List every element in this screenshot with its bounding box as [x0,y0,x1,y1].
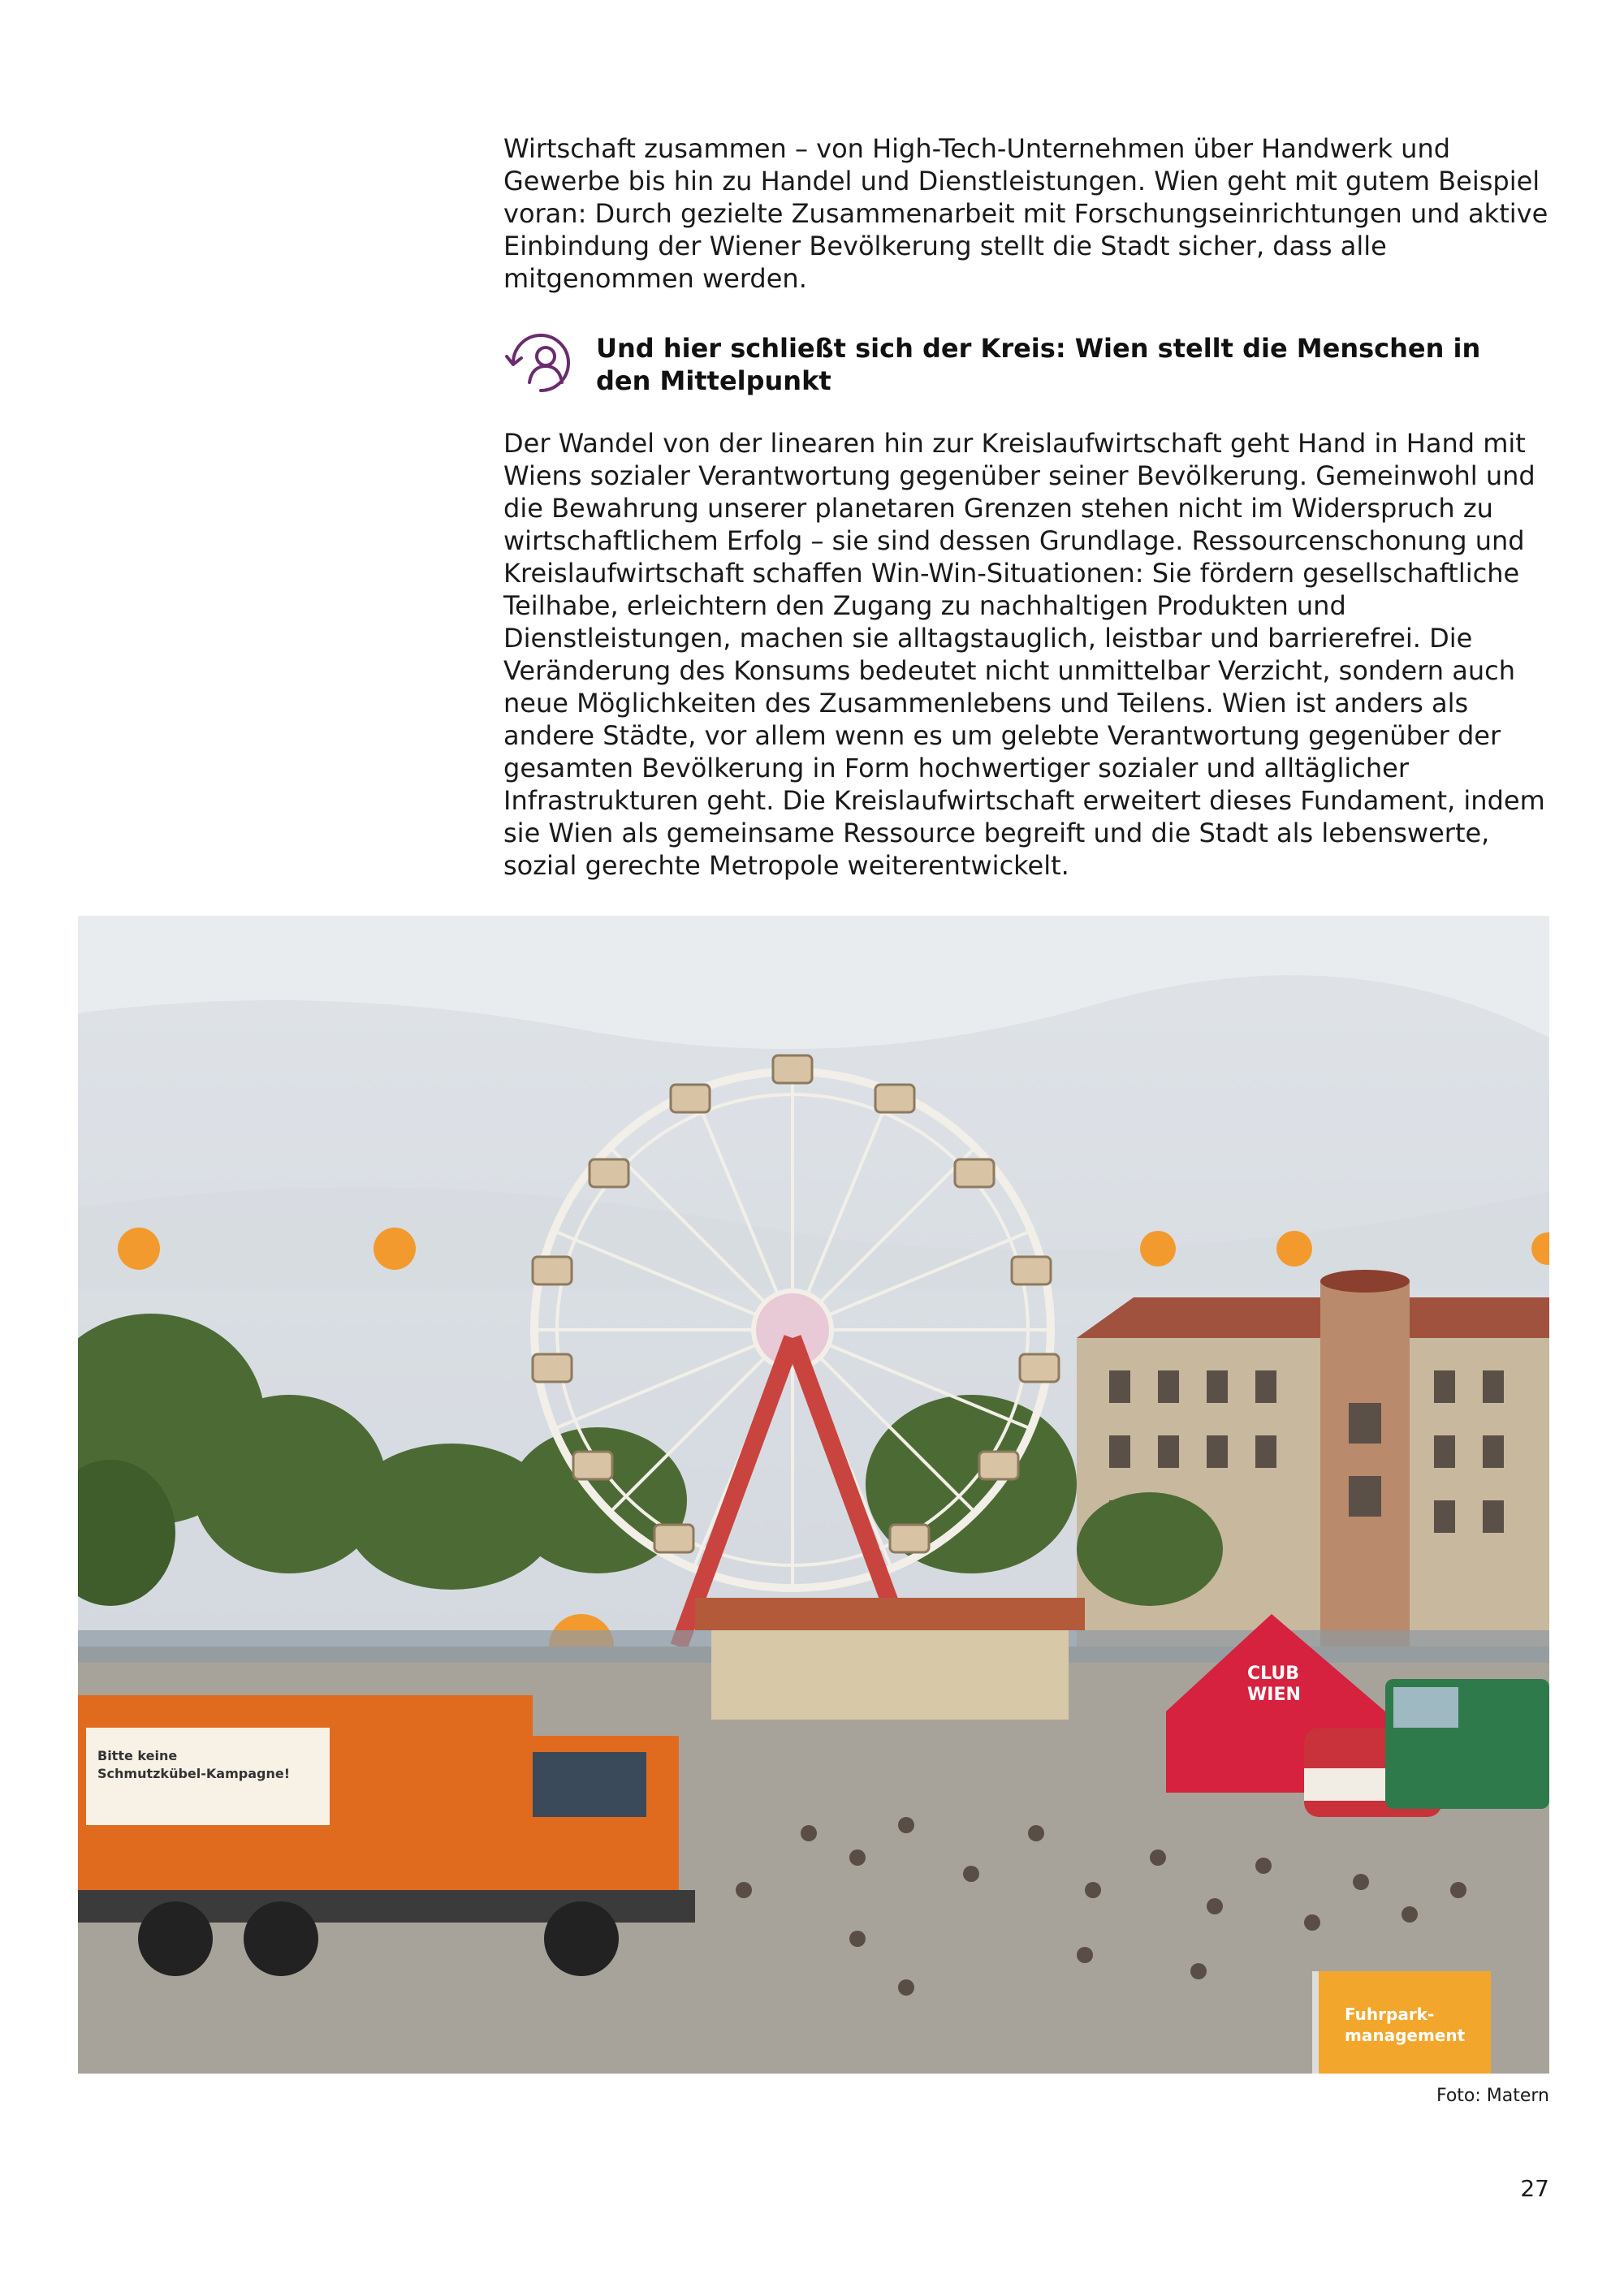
people-cycle-icon [502,326,580,404]
info-sign [1312,1971,1491,2074]
truck-sign-line2: Schmutzkübel-Kampagne! [97,1766,290,1781]
festival-photo [78,916,1549,2074]
intro-paragraph: Wirtschaft zusammen – von High-Tech-Unternehmen über Handwerk und Gewerbe bis hin zu Handel und Dienstleistungen. Wien geht mit gutem Beispiel voran: Durch gezielte Zusammenarbeit mit Forschungseinrichtungen und aktive Einbindung der Wiener Bevölkerung stellt die Stadt sicher, dass alle mitgenommen werden. [503,133,1548,294]
section-heading: Und hier schließt sich der Kreis: Wien stellt die Menschen in den Mittelpunkt [596,333,1481,396]
photo-caption: Foto: Matern [1436,2086,1549,2106]
sign-line2: management [1345,2026,1466,2045]
tent-label-line1: CLUB [1247,1664,1300,1684]
body-paragraph: Der Wandel von der linearen hin zur Kreislaufwirtschaft geht Hand in Hand mit Wiens sozialer Verantwortung gegenüber seiner Bevölkerung. Gemeinwohl und die Bewahrung unserer planetaren Grenzen stehen nicht im Widerspruch zu wirtschaftlichem Erfolg – sie sind dessen Grundlage. Ressourcenschonung und Kreislaufwirtschaft schaffen Win-Win-Situationen: Sie fördern gesellschaftliche Teilhabe, erleichtern den Zugang zu nachhaltigen Produkten und Dienstleistungen, machen sie alltagstauglich, leistbar und barrierefrei. Die Veränderung des Konsums bedeutet nicht unmittelbar Verzicht, sondern auch neue Möglichkeiten des Zusammenlebens und Teilens. Wien ist anders als andere Städte, vor allem wenn es um gelebte Verantwortung gegenüber der gesamten Bevölkerung in Form hochwertiger sozialer und alltäglicher Infrastrukturen geht. Die Kreislaufwirtschaft erweitert dieses Fundament, indem sie Wien als gemeinsame Ressource begreift und die Stadt als lebenswerte, sozial gerechte Metropole weiterentwickelt. [503,428,1545,881]
tent-label-line2: WIEN [1247,1685,1301,1705]
green-van [1385,1679,1549,1809]
sign-line1: Fuhrpark- [1345,2005,1435,2024]
page-number: 27 [1520,2175,1549,2202]
truck-sign-line1: Bitte keine [97,1748,178,1763]
